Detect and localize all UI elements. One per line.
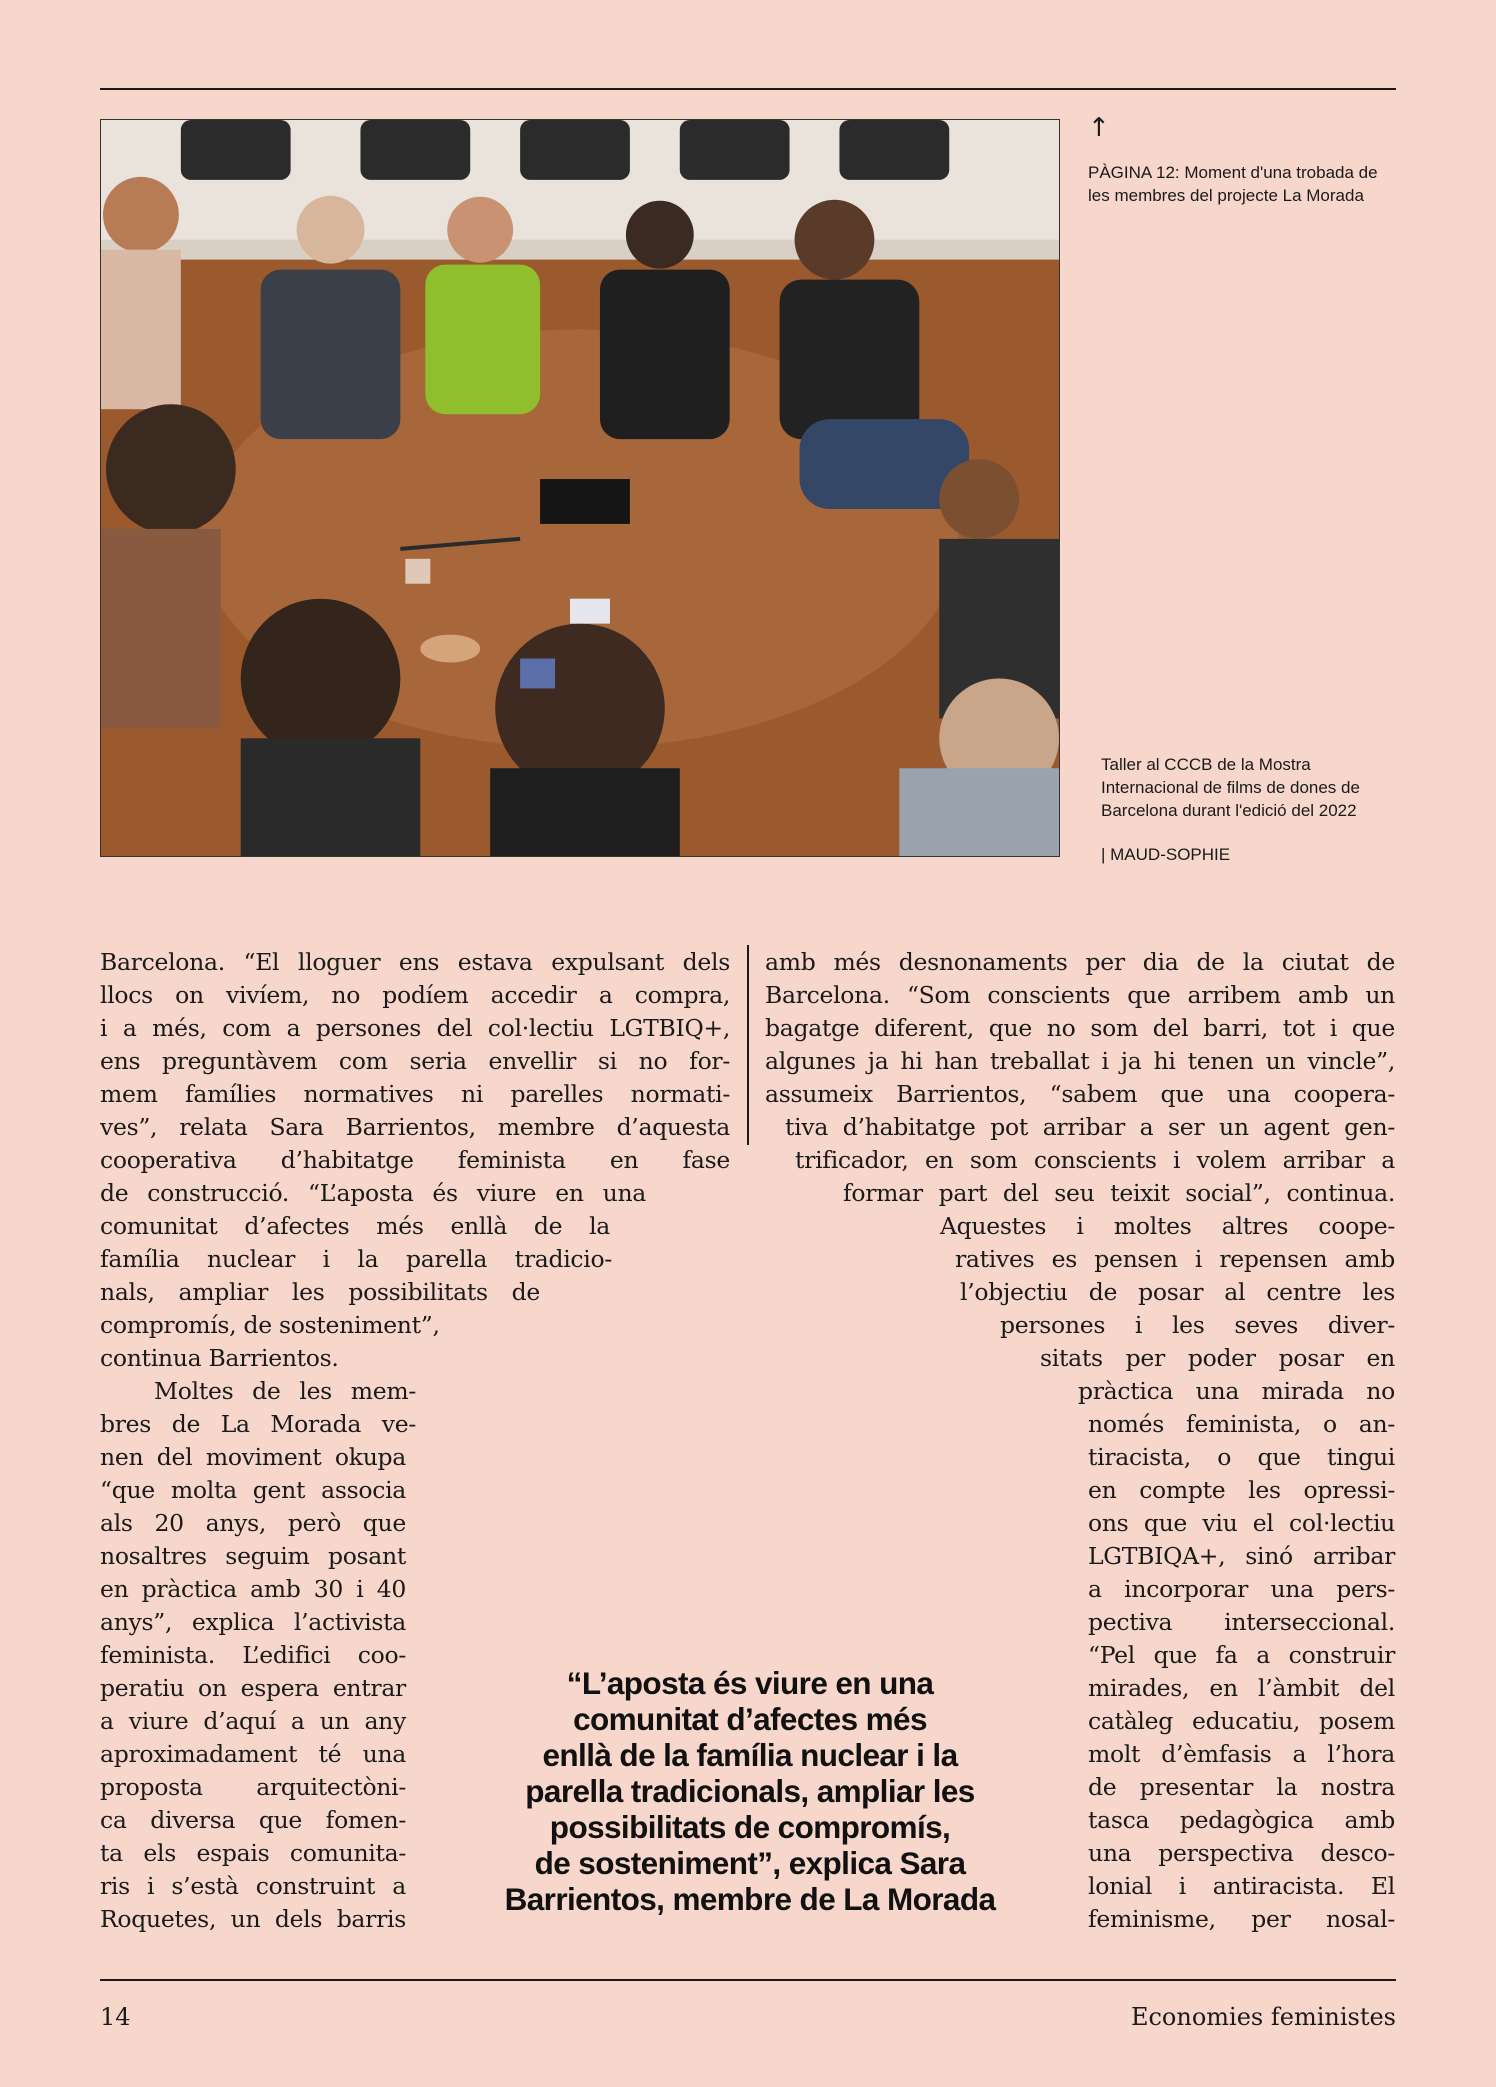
right-column-line: persones i les seves diver- <box>1000 1311 1395 1339</box>
pull-quote-line: possibilitats de compromís, <box>549 1809 951 1845</box>
left-column-line: ens preguntàvem com seria envellir si no for- <box>100 1047 730 1075</box>
left-column-line: ves”, relata Sara Barrientos, membre d’aquesta <box>100 1113 730 1141</box>
pull-quote-line: comunitat d’afectes més <box>573 1701 927 1737</box>
page-number: 14 <box>100 2003 131 2031</box>
column-divider <box>747 945 749 1145</box>
right-column-line: pectiva interseccional. <box>1088 1608 1395 1636</box>
right-column-line: mirades, en l’àmbit del <box>1088 1674 1395 1702</box>
right-column-line: a incorporar una pers- <box>1088 1575 1395 1603</box>
left-column-line: comunitat d’afectes més enllà de la <box>100 1212 610 1240</box>
left-column-line: proposta arquitectòni- <box>100 1773 406 1801</box>
right-column-line: assumeix Barrientos, “sabem que una coopera- <box>765 1080 1395 1108</box>
left-column-line: compromís, de sosteniment”, <box>100 1311 440 1339</box>
left-column-line: en pràctica amb 30 i 40 <box>100 1575 406 1603</box>
right-column-line: trificador, en som conscients i volem arribar a <box>795 1146 1395 1174</box>
left-column-line: bres de La Morada ve- <box>100 1410 416 1438</box>
right-column-line: Aquestes i moltes altres coope- <box>940 1212 1395 1240</box>
right-column-line: una perspectiva desco- <box>1088 1839 1395 1867</box>
right-column-line: algunes ja hi han treballat i ja hi tenen un vincle”, <box>765 1047 1395 1075</box>
left-column-line: de construcció. “L’aposta és viure en una <box>100 1179 646 1207</box>
right-column-line: tiva d’habitatge pot arribar a ser un agent gen- <box>785 1113 1395 1141</box>
left-column-line: Barcelona. “El lloguer ens estava expulsant dels <box>100 948 730 976</box>
pull-quote-line: Barrientos, membre de La Morada <box>504 1881 996 1917</box>
left-column-line: i a més, com a persones del col·lectiu LGTBIQ+, <box>100 1014 730 1042</box>
photo-illustration <box>101 120 1059 856</box>
pull-quote-line: “L’aposta és viure en una <box>566 1665 934 1701</box>
left-column-line: aproximadament té una <box>100 1740 406 1768</box>
left-column-line: continua Barrientos. <box>100 1344 339 1372</box>
right-column-line: amb més desnonaments per dia de la ciutat de <box>765 948 1395 976</box>
bottom-rule <box>100 1979 1396 1981</box>
right-column-line: de presentar la nostra <box>1088 1773 1395 1801</box>
section-name: Economies feministes <box>1130 2003 1396 2031</box>
right-column-line: formar part del seu teixit social”, continua. <box>843 1179 1395 1207</box>
left-column-line: Roquetes, un dels barris <box>100 1905 406 1933</box>
pull-quote <box>440 1665 1060 1917</box>
left-column-line: nals, ampliar les possibilitats de <box>100 1278 540 1306</box>
workshop-photo <box>100 119 1060 857</box>
left-column-line: “que molta gent associa <box>100 1476 406 1504</box>
photo-credit: | MAUD-SOPHIE <box>1101 845 1231 864</box>
left-column-line: família nuclear i la parella tradicio- <box>100 1245 612 1273</box>
right-column-line: tasca pedagògica amb <box>1088 1806 1395 1834</box>
top-rule <box>100 88 1396 90</box>
left-column-line: ca diversa que fomen- <box>100 1806 406 1834</box>
right-column-line: bagatge diferent, que no som del barri, tot i que <box>765 1014 1395 1042</box>
pull-quote-line: de sosteniment”, explica Sara <box>534 1845 966 1881</box>
right-column-line: l’objectiu de posar al centre les <box>960 1278 1395 1306</box>
right-column-line: ratives es pensen i repensen amb <box>955 1245 1395 1273</box>
right-column-line: en compte les opressi- <box>1088 1476 1395 1504</box>
photo-caption-top: PÀGINA 12: Moment d'una trobada de les membres del projecte La Morada <box>1088 163 1378 205</box>
left-column-line: ta els espais comunita- <box>100 1839 406 1867</box>
left-column-line: ris i s’està construint a <box>100 1872 406 1900</box>
left-column-line: anys”, explica l’activista <box>100 1608 406 1636</box>
right-column-line: sitats per poder posar en <box>1040 1344 1395 1372</box>
left-column-line: nen del moviment okupa <box>100 1443 406 1471</box>
left-column-line: mem famílies normatives ni parelles normati- <box>100 1080 730 1108</box>
right-column-line: ons que viu el col·lectiu <box>1088 1509 1395 1537</box>
left-column-line: Moltes de les mem- <box>154 1377 416 1405</box>
left-column-line: peratiu on espera entrar <box>100 1674 406 1702</box>
right-column-line: catàleg educatiu, posem <box>1088 1707 1395 1735</box>
right-column-line: lonial i antiracista. El <box>1088 1872 1395 1900</box>
photo-caption-bottom: Taller al CCCB de la Mostra Internacional de films de dones de Barcelona durant l'edició del 2022 <box>1101 755 1360 820</box>
left-column-line: nosaltres seguim posant <box>100 1542 406 1570</box>
right-column-line: feminisme, per nosal- <box>1088 1905 1395 1933</box>
right-column-line: només feminista, o an- <box>1088 1410 1395 1438</box>
right-column-line: tiracista, o que tingui <box>1088 1443 1395 1471</box>
left-column-line: als 20 anys, però que <box>100 1509 406 1537</box>
left-column-line: cooperativa d’habitatge feminista en fase <box>100 1146 730 1174</box>
right-column-line: “Pel que fa a construir <box>1088 1641 1395 1669</box>
right-column-line: pràctica una mirada no <box>1078 1377 1395 1405</box>
left-column-line: llocs on vivíem, no podíem accedir a compra, <box>100 981 730 1009</box>
right-column-line: Barcelona. “Som conscients que arribem amb un <box>765 981 1395 1009</box>
pull-quote-line: enllà de la família nuclear i la <box>542 1737 958 1773</box>
right-column-line: LGTBIQA+, sinó arribar <box>1088 1542 1395 1570</box>
right-column-line: molt d’èmfasis a l’hora <box>1088 1740 1395 1768</box>
left-column-line: feminista. L’edifici coo- <box>100 1641 406 1669</box>
arrow-up-icon: ↑ <box>1088 113 1110 143</box>
pull-quote-line: parella tradicionals, ampliar les <box>525 1773 975 1809</box>
left-column-line: a viure d’aquí a un any <box>100 1707 406 1735</box>
